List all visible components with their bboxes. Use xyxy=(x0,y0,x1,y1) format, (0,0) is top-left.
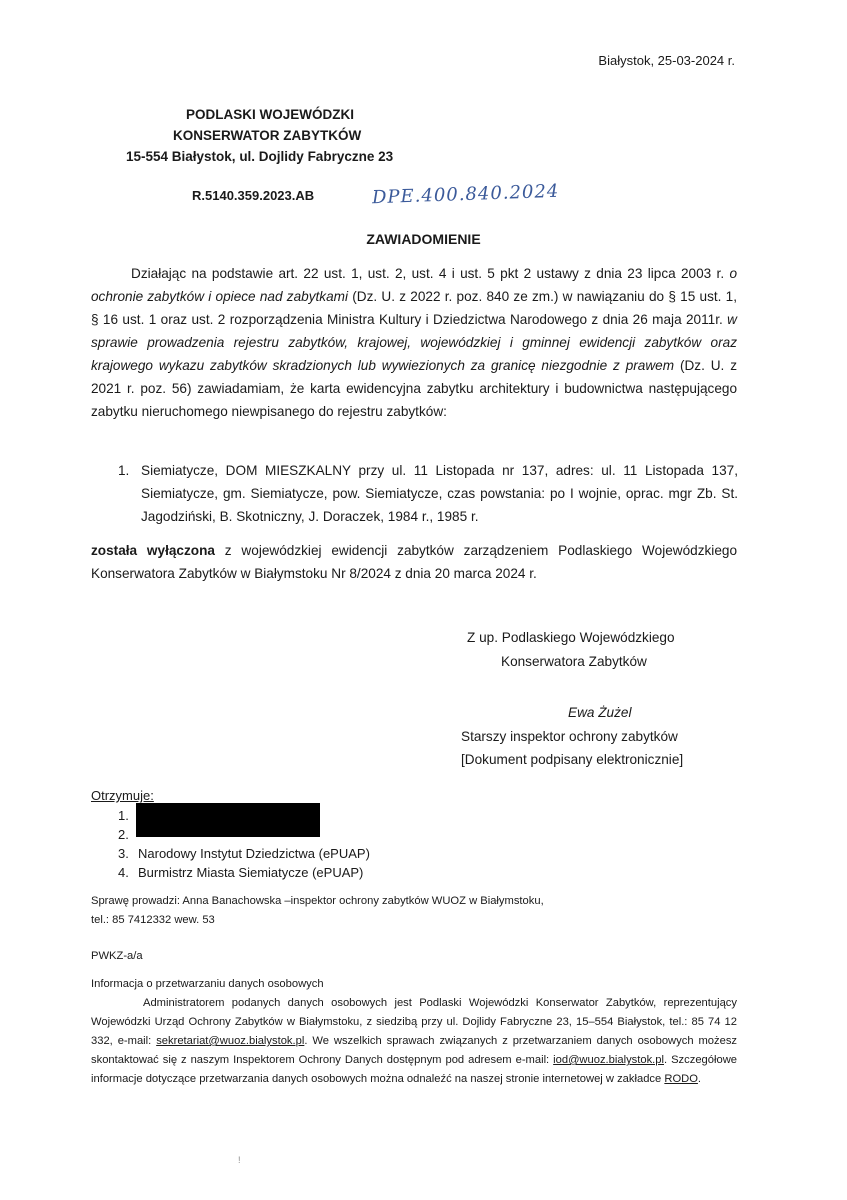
iod-email-link[interactable]: iod@wuoz.bialystok.pl xyxy=(553,1054,664,1066)
case-signature: R.5140.359.2023.AB xyxy=(192,188,315,203)
recipient-item: 2. xyxy=(118,827,129,842)
redaction-box xyxy=(136,820,320,837)
rodo-link[interactable]: RODO xyxy=(664,1073,698,1085)
issuer-line-1: PODLASKI WOJEWÓDZKI xyxy=(186,107,354,122)
recipient-item: 1. xyxy=(118,808,129,823)
item-number: 1. xyxy=(118,463,130,478)
issuer-line-2: KONSERWATOR ZABYTKÓW xyxy=(173,128,362,143)
case-handler: Sprawę prowadzi: Anna Banachowska –inspektor ochrony zabytków WUOZ w Białymstoku, xyxy=(91,895,544,907)
handwritten-registry-number: DPE.400.840.2024 xyxy=(371,180,560,209)
document-title: ZAWIADOMIENIE xyxy=(366,231,481,247)
item-description: Siemiatycze, DOM MIESZKALNY przy ul. 11 Listopada nr 137, adres: ul. 11 Listopada 137, Siemiatycze, gm. Siemiatycze, pow. Siemiatycze, czas powstania: po I wojnie, oprac. mgr Zb. St. Jagodziński, B. Skotniczny, J. Doraczek, 1984 r., 1985 r. xyxy=(141,463,738,524)
document-date: Białystok, 25-03-2024 r. xyxy=(598,53,735,68)
case-handler-phone: tel.: 85 7412332 wew. 53 xyxy=(91,914,215,926)
signoff-line-1: Z up. Podlaskiego Wojewódzkiego xyxy=(467,630,675,645)
e-signature-note: [Dokument podpisany elektronicznie] xyxy=(461,752,684,767)
secretariat-email-link[interactable]: sekretariat@wuoz.bialystok.pl xyxy=(156,1035,305,1047)
scan-mark: ! xyxy=(238,1155,241,1165)
signatory-position: Starszy inspektor ochrony zabytków xyxy=(461,729,678,744)
rodo-paragraph: Administratorem podanych danych osobowych jest Podlaski Wojewódzki Konserwator Zabytków, reprezentujący Wojewódzki Urząd Ochrony Zabytków w Białymstoku, z siedzibą przy ul. Dojlidy Fabryczne 23, 15–554 Białystok, tel.: 85 74 12 332, e-mail: sekretariat@wuoz.bialystok.pl. We wszelkich sprawach związanych z przetwarzaniem danych osobowych możesz skontaktować się z naszym Inspektorem Ochrony Danych dostępnym pod adresem e-mail: iod@wuoz.bialystok.pl. Szczegółowe informacje dotyczące przetwarzania danych osobowych można odnaleźć na naszej stronie internetowej w zakładce RODO. xyxy=(91,997,738,1085)
legal-basis-paragraph: Działając na podstawie art. 22 ust. 1, ust. 2, ust. 4 i ust. 5 pkt 2 ustawy z dnia 23 lipca 2003 r. o ochronie zabytków i opiece nad zabytkami (Dz. U. z 2022 r. poz. 840 ze zm.) w nawiązaniu do § 15 ust. 1, § 16 ust. 1 oraz ust. 2 rozporządzenia Ministra Kultury i Dziedzictwa Narodowego z dnia 26 maja 2011r. w sprawie prowadzenia rejestru zabytków, krajowej, wojewódzkiej i gminnej ewidencji zabytków oraz krajowego wykazu zabytków skradzionych lub wywiezionych za granicę niezgodnie z prawem (Dz. U. z 2021 r. poz. 56) zawiadamiam, że karta ewidencyjna zabytku architektury i budownictwa następującego zabytku nieruchomego niewpisanego do rejestru zabytków: xyxy=(91,266,737,419)
signoff-line-2: Konserwatora Zabytków xyxy=(501,654,647,669)
decision-paragraph: została wyłączona z wojewódzkiej ewidencji zabytków zarządzeniem Podlaskiego Wojewódzkiego Konserwatora Zabytków w Białymstoku Nr 8/2024 z dnia 20 marca 2024 r. xyxy=(91,543,738,581)
recipient-item: 4. Burmistrz Miasta Siemiatycze (ePUAP) xyxy=(118,865,364,880)
archive-category: PWKZ-a/a xyxy=(91,950,143,962)
signatory-name: Ewa Żużel xyxy=(568,705,632,720)
issuer-address: 15-554 Białystok, ul. Dojlidy Fabryczne 23 xyxy=(126,149,394,164)
rodo-heading: Informacja o przetwarzaniu danych osobowych xyxy=(91,978,324,990)
monument-list-item xyxy=(118,459,738,528)
recipient-item: 3. Narodowy Instytut Dziedzictwa (ePUAP) xyxy=(118,846,370,861)
recipients-heading: Otrzymuje: xyxy=(91,788,154,803)
